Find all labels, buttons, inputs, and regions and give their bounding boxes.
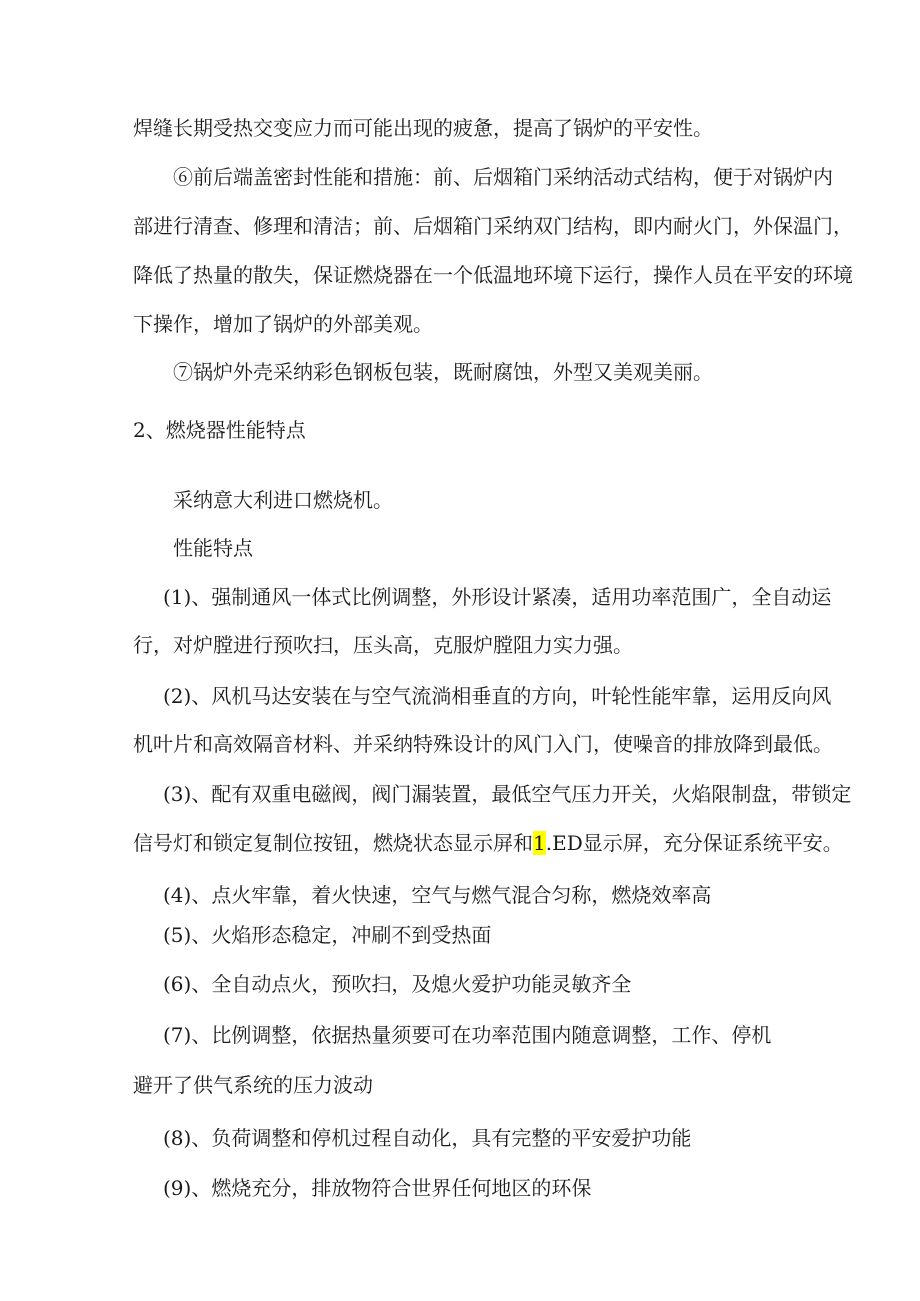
paragraph-line: 机叶片和高效隔音材料、并采纳特殊设计的风门入门，使噪音的排放降到最低。 <box>133 732 833 756</box>
paragraph-line <box>133 830 843 856</box>
line-text-after: .ED显示屏，充分保证系统平安。 <box>545 831 843 855</box>
list-item: (4)、点火牢靠，着火快速，空气与燃气混合匀称，燃烧效率高 <box>163 883 712 907</box>
line-text-before: 信号灯和锁定复制位按钮，燃烧状态显示屏和 <box>133 831 533 855</box>
highlighted-text: 1 <box>533 831 546 855</box>
list-item: (8)、负荷调整和停机过程自动化，具有完整的平安爱护功能 <box>163 1126 692 1150</box>
paragraph-line: 避开了供气系统的压力波动 <box>133 1073 373 1097</box>
subheading: 性能特点 <box>173 536 253 560</box>
list-item: (3)、配有双重电磁阀，阀门漏装置，最低空气压力开关，火焰限制盘，带锁定 <box>163 782 852 806</box>
paragraph-line: 采纳意大利进口燃烧机。 <box>173 488 393 512</box>
list-item: (2)、风机马达安装在与空气流淌相垂直的方向，叶轮性能牢靠，运用反向风 <box>163 684 832 708</box>
paragraph-line: 部进行清查、修理和清洁；前、后烟箱门采纳双门结构，即内耐火门，外保温门， <box>133 214 853 238</box>
paragraph-line: 行，对炉膛进行预吹扫，压头高，克服炉膛阻力实力强。 <box>133 633 633 657</box>
list-item: (9)、燃烧充分，排放物符合世界任何地区的环保 <box>163 1176 592 1200</box>
paragraph-line: ⑦锅炉外壳采纳彩色钢板包装，既耐腐蚀，外型又美观美丽。 <box>173 360 713 384</box>
paragraph-line: 焊缝长期受热交变应力而可能出现的疲惫，提高了锅炉的平安性。 <box>133 116 713 140</box>
paragraph-line: 降低了热量的散失，保证燃烧器在一个低温地环境下运行，操作人员在平安的环境 <box>133 263 853 287</box>
list-item: (1)、强制通风一体式比例调整，外形设计紧凑，适用功率范围广，全自动运 <box>163 585 832 609</box>
section-heading: 2、燃烧器性能特点 <box>133 418 306 442</box>
paragraph-line: 下操作，增加了锅炉的外部美观。 <box>133 312 433 336</box>
list-item: (5)、火焰形态稳定，冲刷不到受热面 <box>163 923 492 947</box>
list-item: (7)、比例调整，依据热量须要可在功率范围内随意调整，工作、停机 <box>163 1023 772 1047</box>
paragraph-line: ⑥前后端盖密封性能和措施：前、后烟箱门采纳活动式结构，便于对锅炉内 <box>173 165 833 189</box>
list-item: (6)、全自动点火，预吹扫，及熄火爱护功能灵敏齐全 <box>163 972 632 996</box>
